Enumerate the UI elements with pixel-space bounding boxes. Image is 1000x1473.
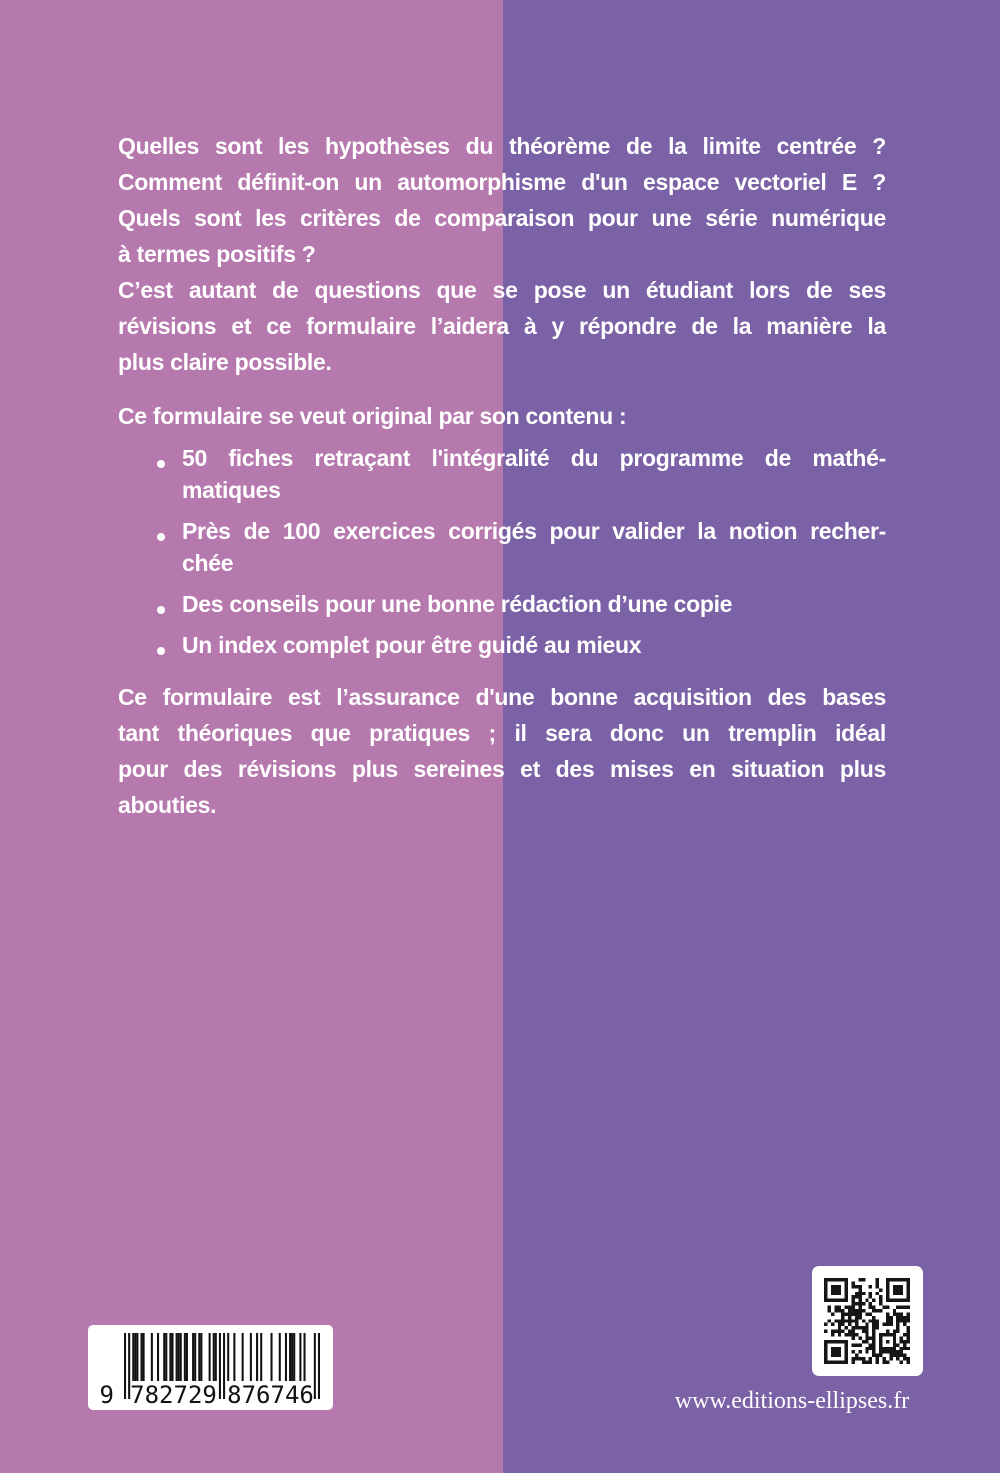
text-line: Près de 100 exercices corrigés pour valider la notion recher- bbox=[182, 518, 886, 544]
bullet-icon bbox=[157, 647, 165, 655]
bullet-icon bbox=[157, 606, 165, 614]
text-line: tant théoriques que pratiques ; il sera donc un tremplin idéal bbox=[118, 720, 886, 746]
text-line: Comment définit-on un automorphisme d'un espace vectoriel E ? bbox=[118, 169, 886, 195]
barcode-digits-right: 876746 bbox=[227, 1381, 314, 1409]
content-intro-heading: Ce formulaire se veut original par son contenu : bbox=[118, 403, 627, 429]
paragraph-questions bbox=[118, 128, 886, 380]
text-line: Ce formulaire est l’assurance d'une bonne acquisition des bases bbox=[118, 684, 886, 710]
feature-list bbox=[118, 442, 886, 661]
barcode-digits-left: 782729 bbox=[130, 1381, 217, 1409]
text-line: matiques bbox=[182, 477, 281, 503]
list-item bbox=[118, 442, 886, 506]
list-item bbox=[118, 588, 886, 620]
isbn-barcode bbox=[88, 1325, 333, 1410]
back-cover-text bbox=[118, 128, 886, 823]
publisher-website: www.editions-ellipses.fr bbox=[674, 1388, 910, 1414]
text-line: Des conseils pour une bonne rédaction d’une copie bbox=[182, 591, 733, 617]
text-line: Un index complet pour être guidé au mieux bbox=[182, 632, 642, 658]
barcode-digit-first: 9 bbox=[99, 1381, 114, 1409]
text-line: C’est autant de questions que se pose un étudiant lors de ses bbox=[118, 277, 886, 303]
qr-code-icon bbox=[824, 1278, 910, 1364]
text-line: abouties. bbox=[118, 792, 217, 818]
text-line: pour des révisions plus sereines et des mises en situation plus bbox=[118, 756, 886, 782]
qr-code bbox=[812, 1266, 923, 1376]
paragraph-conclusion bbox=[118, 679, 886, 823]
list-item bbox=[118, 629, 886, 661]
text-line: Quelles sont les hypothèses du théorème de la limite centrée ? bbox=[118, 133, 886, 159]
text-line: chée bbox=[182, 550, 234, 576]
list-item bbox=[118, 515, 886, 579]
text-line: à termes positifs ? bbox=[118, 241, 316, 267]
text-line: plus claire possible. bbox=[118, 349, 332, 375]
text-line: 50 fiches retraçant l'intégralité du programme de mathé- bbox=[182, 445, 886, 471]
bullet-icon bbox=[157, 533, 165, 541]
text-line: Quels sont les critères de comparaison pour une série numérique bbox=[118, 205, 886, 231]
text-line: révisions et ce formulaire l’aidera à y répondre de la manière la bbox=[118, 313, 886, 339]
bullet-icon bbox=[157, 460, 165, 468]
